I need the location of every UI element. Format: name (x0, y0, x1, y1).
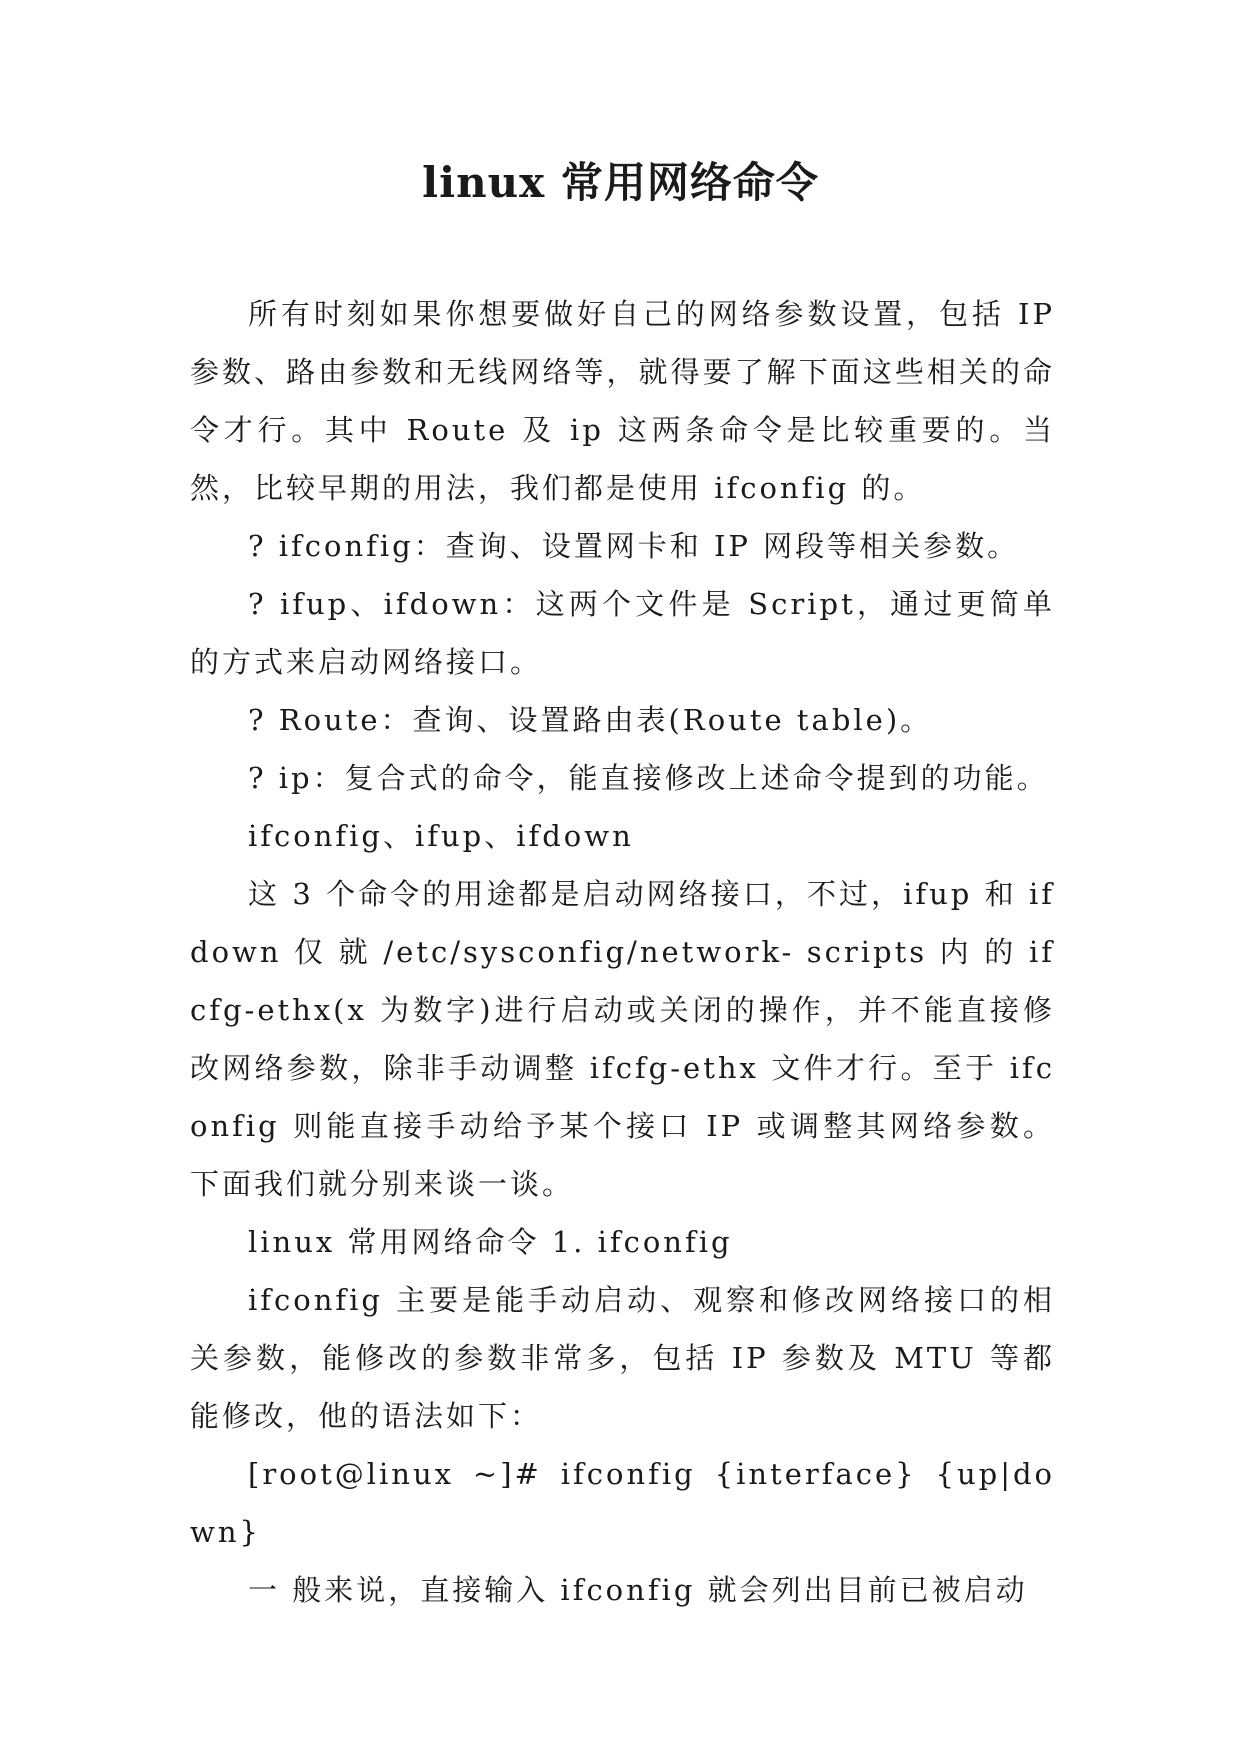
paragraph-ip-item: ? ip：复合式的命令，能直接修改上述命令提到的功能。 (248, 761, 1049, 795)
paragraph-ifconfig-item: ? ifconfig：查询、设置网卡和 IP 网段等相关参数。 (248, 529, 1020, 563)
document-body (190, 285, 1055, 1619)
paragraph-ifup-explanation: 这 3 个命令的用途都是启动网络接口，不过，ifup 和 ifdown 仅 就 /etc/sysconfig/network- scripts 内 的 ifcfg-ethx(x 为数字)进行启动或关闭的操作，并不能直接修改网络参数，除非手动调整 ifcfg-ethx 文件才行。至于 ifconfig 则能直接手动给予某个接口 IP 或调整其网络参数。下面我们就分别来谈一谈。 (190, 877, 1055, 1201)
paragraph-ifup-ifdown-item: ? ifup、ifdown：这两个文件是 Script，通过更简单的方式来启动网络接口。 (190, 587, 1055, 679)
document-title: linux 常用网络命令 (422, 158, 819, 207)
paragraph-ifconfig-heading: linux 常用网络命令 1. ifconfig (248, 1225, 733, 1259)
paragraph-ifconfig-description: ifconfig 主要是能手动启动、观察和修改网络接口的相关参数，能修改的参数非常多，包括 IP 参数及 MTU 等都能修改，他的语法如下： (190, 1283, 1055, 1433)
paragraph-intro: 所有时刻如果你想要做好自己的网络参数设置，包括 IP 参数、路由参数和无线网络等，就得要了解下面这些相关的命令才行。其中 Route 及 ip 这两条命令是比较重要的。当然，比较早期的用法，我们都是使用 ifconfig 的。 (190, 297, 1055, 505)
paragraph-command-syntax: [root@linux ~]# ifconfig {interface} {up|down} (190, 1457, 1055, 1549)
paragraph-general-usage: 一 般来说，直接输入 ifconfig 就会列出目前已被启动 (248, 1573, 1028, 1607)
paragraph-section-heading: ifconfig、ifup、ifdown (248, 819, 634, 853)
paragraph-route-item: ? Route：查询、设置路由表(Route table)。 (248, 703, 933, 737)
